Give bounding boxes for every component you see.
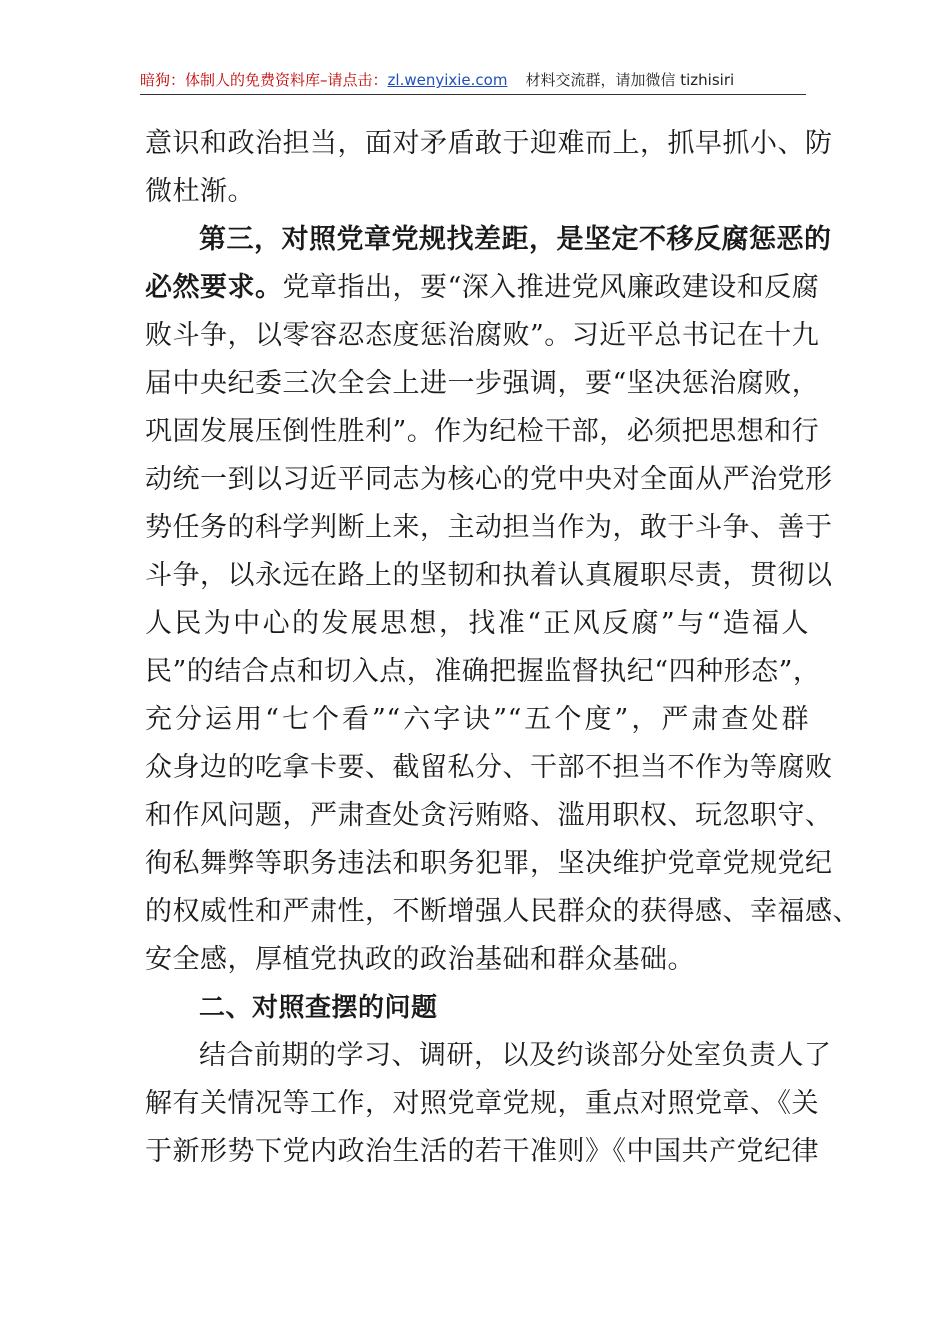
text-line: 微杜渐。 <box>145 176 255 207</box>
header-wechat-note: 材料交流群，请加微信 tizhisiri <box>525 71 735 89</box>
text-line: 势任务的科学判断上来，主动担当作为，敢于斗争、善于 <box>145 512 833 543</box>
text-line: 斗争，以永远在路上的坚韧和执着认真履职尽责，贯彻以 <box>145 560 833 591</box>
text-line: 的权威性和严肃性，不断增强人民群众的获得感、幸福感、 <box>145 896 860 927</box>
text-line: 民”的结合点和切入点，准确把握监督执纪“四种形态”， <box>145 656 821 687</box>
text-line: 于新形势下党内政治生活的若干准则》《中国共产党纪律 <box>145 1136 819 1167</box>
page-header <box>140 68 806 95</box>
header-brand: 暗狗：体制人的免费资料库 <box>140 71 321 89</box>
text-line: 败斗争，以零容忍态度惩治腐败”。习近平总书记在十九 <box>145 320 820 351</box>
text-line: 众身边的吃拿卡要、截留私分、干部不担当不作为等腐败 <box>145 752 833 783</box>
text-line-rest: 党章指出，要“深入推进党风廉政建设和反腐 <box>282 272 820 303</box>
text-line <box>145 264 820 312</box>
text-line: 人民为中心的发展思想，找准“正风反腐”与“造福人 <box>145 608 809 639</box>
section-heading: 二、对照查摆的问题 <box>199 993 438 1023</box>
text-line: 安全感，厚植党执政的政治基础和群众基础。 <box>145 944 695 975</box>
text-line: 结合前期的学习、调研，以及约谈部分处室负责人了 <box>199 1040 832 1071</box>
text-line: 动统一到以习近平同志为核心的党中央对全面从严治党形 <box>145 464 833 495</box>
text-line: 届中央纪委三次全会上进一步强调，要“坚决惩治腐败， <box>145 368 820 399</box>
text-line: 和作风问题，严肃查处贪污贿赂、滥用职权、玩忽职守、 <box>145 800 833 831</box>
header-prompt: –请点击： <box>320 71 388 89</box>
text-line: 巩固发展压倒性胜利”。作为纪检干部，必须把思想和行 <box>145 416 820 447</box>
text-line: 解有关情况等工作，对照党章党规，重点对照党章、《关 <box>145 1088 819 1119</box>
text-line: 徇私舞弊等职务违法和职务犯罪，坚决维护党章党规党纪 <box>145 848 833 879</box>
text-line: 意识和政治担当，面对矛盾敢于迎难而上，抓早抓小、防 <box>145 128 833 159</box>
section-lead-end: 必然要求。 <box>145 272 283 303</box>
text-line: 充分运用“七个看”“六字诀”“五个度”，严肃查处群 <box>145 704 809 735</box>
header-link[interactable]: zl.wenyixie.com <box>387 71 508 89</box>
document-body <box>145 120 860 1176</box>
section-lead-line: 第三，对照党章党规找差距，是坚定不移反腐惩恶的 <box>199 224 832 255</box>
